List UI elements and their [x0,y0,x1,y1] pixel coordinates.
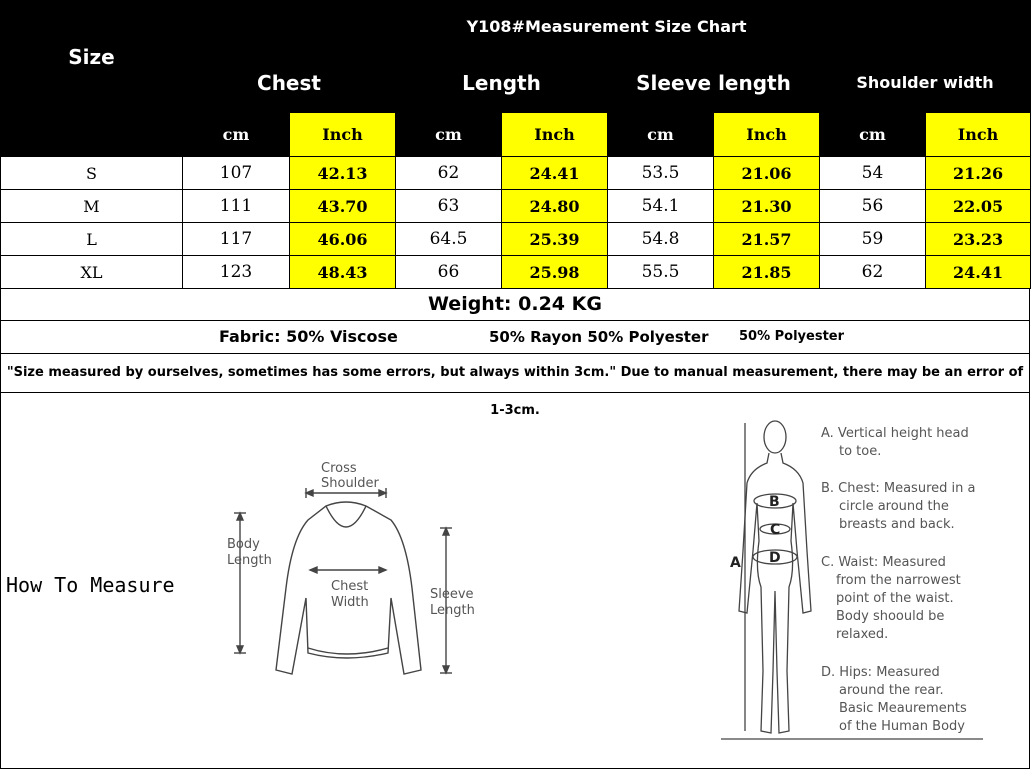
arrow-head [443,666,449,673]
size-header: Size [1,1,183,113]
letter-c: C [770,522,781,538]
fabric-text-2: 50% Rayon 50% Polyester [489,328,709,346]
body-length-label: Body [227,537,260,552]
chest-cm: 107 [183,157,290,190]
weight-row: Weight: 0.24 KG [0,289,1030,321]
sleeve-inch: 21.06 [714,157,820,190]
shoulder-width-header: Shoulder width [820,53,1031,113]
unit-cm: cm [608,113,714,157]
chest-width-label: Chest [331,579,369,594]
shoulder-cm: 62 [820,256,926,289]
shoulder-cm: 56 [820,190,926,223]
legend-c-line: from the narrowest [836,573,961,588]
measurement-size-table [0,0,1031,289]
table-row [1,157,1031,190]
length-inch: 25.39 [502,223,608,256]
shoulder-inch: 24.41 [926,256,1031,289]
chart-title: Y108#Measurement Size Chart [183,1,1031,53]
sleeve-inch: 21.57 [714,223,820,256]
legend-c-line: C. Waist: Measured [821,555,946,570]
arrow-head [310,567,317,573]
unit-cm: cm [396,113,502,157]
table-row [1,256,1031,289]
arrow-head [237,646,243,653]
body-length-label: Length [227,553,272,568]
sweater-measure-diagram [216,448,486,693]
legend-b-line: B. Chest: Measured in a [821,481,976,496]
unit-inch: Inch [290,113,396,157]
sleeve-cm: 54.8 [608,223,714,256]
shoulder-inch: 23.23 [926,223,1031,256]
size-cell: S [1,157,183,190]
unit-inch: Inch [926,113,1031,157]
length-inch: 24.80 [502,190,608,223]
legend-b-line: breasts and back. [839,517,955,532]
sleeve-inch: 21.85 [714,256,820,289]
fabric-row [0,321,1030,354]
sleeve-length-label: Length [430,603,475,618]
cross-shoulder-label: Cross [321,461,357,476]
arrow-head [379,490,386,496]
how-to-measure-section [0,392,1030,769]
human-body-measure-diagram [721,411,1011,756]
sleeve-length-header: Sleeve length [608,53,820,113]
fabric-text-1: Fabric: 50% Viscose [219,327,398,346]
table-row [1,190,1031,223]
length-inch: 25.98 [502,256,608,289]
shoulder-cm: 54 [820,157,926,190]
sweater-neckline [326,506,366,527]
sleeve-inch: 21.30 [714,190,820,223]
length-cm: 64.5 [396,223,502,256]
length-cm: 63 [396,190,502,223]
size-unit-spacer [1,113,183,157]
arrow-head [443,528,449,535]
legend-a-line: to toe. [839,444,882,459]
arrow-head [379,567,386,573]
size-cell: M [1,190,183,223]
unit-cm: cm [820,113,926,157]
fabric-text-3: 50% Polyester [739,329,845,344]
chest-header: Chest [183,53,396,113]
length-header: Length [396,53,608,113]
length-cm: 66 [396,256,502,289]
legend-d-line: around the rear. [839,683,944,698]
letter-d: D [769,550,781,566]
arrow-head [306,490,313,496]
sweater-hem [308,648,388,654]
figure-head [764,421,786,453]
shoulder-inch: 22.05 [926,190,1031,223]
arrow-head [237,513,243,520]
chest-inch: 48.43 [290,256,396,289]
sleeve-cm: 54.1 [608,190,714,223]
measurement-note: "Size measured by ourselves, sometimes has some errors, but always within 3cm." Due to manual measurement, there may be an error of 1-3cm. [0,354,1030,393]
legend-a-line: A. Vertical height head [821,426,969,441]
legend-d-line: of the Human Body [839,719,965,734]
unit-inch: Inch [502,113,608,157]
table-row [1,223,1031,256]
shoulder-cm: 59 [820,223,926,256]
shoulder-inch: 21.26 [926,157,1031,190]
size-cell: L [1,223,183,256]
length-inch: 24.41 [502,157,608,190]
legend-d-line: Basic Meaurements [839,701,967,716]
legend-c-line: relaxed. [836,627,889,642]
chest-cm: 111 [183,190,290,223]
sleeve-length-label: Sleeve [430,587,474,602]
unit-cm: cm [183,113,290,157]
how-to-measure-label: How To Measure [6,573,175,597]
sleeve-cm: 53.5 [608,157,714,190]
sleeve-cm: 55.5 [608,256,714,289]
size-cell: XL [1,256,183,289]
legend-c-line: Body shoould be [836,609,945,624]
letter-b: B [769,494,780,510]
chest-width-label: Width [331,595,369,610]
legend-b-line: circle around the [839,499,949,514]
cross-shoulder-label: Shoulder [321,476,379,491]
length-cm: 62 [396,157,502,190]
legend-c-line: point of the waist. [836,591,954,606]
unit-inch: Inch [714,113,820,157]
chest-inch: 42.13 [290,157,396,190]
chest-inch: 43.70 [290,190,396,223]
chest-inch: 46.06 [290,223,396,256]
chest-cm: 123 [183,256,290,289]
legend-d-line: D. Hips: Measured [821,665,940,680]
letter-a: A [730,555,741,571]
chest-cm: 117 [183,223,290,256]
